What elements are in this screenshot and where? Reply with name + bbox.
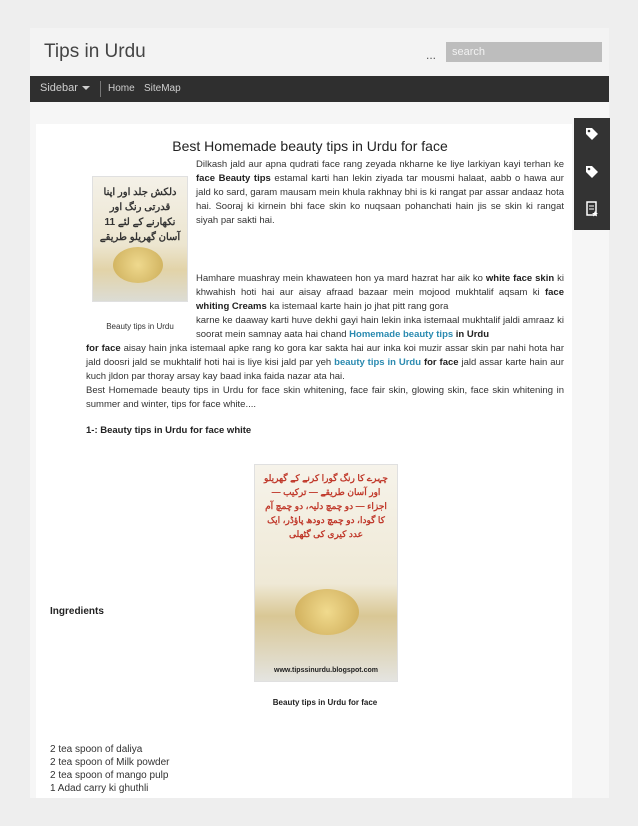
- beauty-tips-in-urdu-link[interactable]: beauty tips in Urdu: [334, 357, 422, 368]
- bold-text: face whiting Creams: [196, 287, 564, 312]
- image-website-text: www.tipssinurdu.blogspot.com: [274, 667, 378, 674]
- blog-title[interactable]: Tips in Urdu: [44, 41, 146, 62]
- text-span: aisay hain jnka istemaal apke rang ko gora kar sakta hai aur inka koi muzir assar skin par nahi hota har jald doosri jald se mukhtalif hoti hai is liye kisi jald par yeh: [86, 343, 565, 368]
- text-span: ka istemaal karte hain jo jhat pitt rang gora: [266, 301, 449, 312]
- ingredient-item: 2 tea spoon of daliya: [50, 744, 143, 755]
- bold-text: face Beauty tips: [196, 173, 271, 184]
- nav-home-link[interactable]: Home: [108, 83, 135, 94]
- image-caption: Beauty tips in Urdu for face: [272, 698, 378, 707]
- search-input[interactable]: [446, 42, 602, 62]
- post-paragraph-3-top: [196, 314, 564, 342]
- text-span: Hamhare muashray mein khawateen hon ya mard hazrat har aik ko: [196, 273, 486, 284]
- ingredients-heading: Ingredients: [50, 606, 104, 617]
- post-paragraph-2: [196, 272, 564, 314]
- bold-text: for face: [86, 343, 121, 354]
- tag-icon[interactable]: [574, 118, 610, 154]
- post-paragraph-3-bottom: [86, 342, 564, 384]
- nav-divider: [100, 81, 101, 97]
- blog-header: [30, 28, 609, 76]
- image-urdu-text: دلکش جلد اور اپنا قدرتی رنگ اور نکھارنے کے لئے 11 آسان گھریلو طریقے: [99, 187, 181, 243]
- image-caption: Beauty tips in Urdu: [106, 322, 174, 331]
- nav-sitemap-link[interactable]: SiteMap: [144, 83, 181, 94]
- post-paragraph-1: [196, 158, 564, 228]
- text-span: jald assar karte hain aur kuch jldon par thoray arsay kay baad inka faida nazar ata hai.: [86, 357, 564, 382]
- bookmark-star-icon[interactable]: [574, 194, 610, 230]
- text-span: Dilkash jald aur apna qudrati face rang zeyada nkharne ke liye larkiyan kayi terhan ke: [196, 159, 564, 170]
- more-ellipsis[interactable]: ...: [426, 48, 437, 62]
- sidebar-menu-button[interactable]: [40, 82, 90, 94]
- text-span: estamal karti han lekin ziyada tar mousmi halaat, aabb o hawa aur jald ko sard, garam mausam mein khula rakhnay bhi is ki rangat par assar andaaz hota hai. Sooraj ki kirnein bhi face skin ko nuqsaan pohanchati hain jis se skin ki rangat siyah par sakti hai.: [196, 173, 564, 226]
- bold-text: for face: [421, 357, 459, 368]
- post-image-face-white[interactable]: [254, 464, 398, 682]
- side-toolbar: [574, 118, 610, 230]
- post-title[interactable]: Best Homemade beauty tips in Urdu for face: [172, 138, 448, 154]
- post-paragraph-4: Best Homemade beauty tips in Urdu for face skin whitening, face fair skin, glowing skin, face skin whitening in summer and winter, tips for face white....: [86, 385, 564, 410]
- section-heading-text: 1-: Beauty tips in Urdu for face white: [86, 425, 252, 436]
- cream-bowl-graphic: [295, 589, 359, 635]
- bold-text: white face skin: [485, 273, 555, 284]
- chevron-down-icon: [82, 86, 90, 90]
- ingredient-item: 2 tea spoon of Milk powder: [50, 757, 170, 768]
- text-span: karne ke daaway karti huve dekhi gayi hain lekin inka istemaal mukhtalif jaldi amraaz ki soorat mein samnay aata hai chand: [196, 315, 564, 340]
- ingredient-item: 2 tea spoon of mango pulp: [50, 770, 169, 781]
- text-span: ki khwahish hoti hai aur aisay afraad bazaar mein mojood mukhtalif aqsam ki: [196, 273, 565, 298]
- cream-bowl-graphic: [113, 247, 163, 283]
- post-image-beauty-tips[interactable]: [92, 176, 188, 302]
- bold-text: in Urdu: [453, 329, 490, 340]
- tag-icon[interactable]: [574, 156, 610, 192]
- ingredient-item: 1 Adad carry ki ghuthli: [50, 783, 149, 794]
- image-urdu-recipe-text: چہرے کا رنگ گورا کرنے کے گھریلو اور آسان طریقے — ترکیب — اجزاء — دو چمچ دلیہ، دو چمچ آم کا گودا، دو چمچ دودھ پاؤڈر، ایک عدد کیری کی گٹھلی: [264, 473, 388, 539]
- section-heading: [86, 424, 564, 438]
- post-card: [36, 124, 572, 798]
- homemade-beauty-tips-link[interactable]: Homemade beauty tips: [349, 329, 454, 340]
- navbar: [30, 76, 609, 102]
- sidebar-label: Sidebar: [40, 82, 78, 94]
